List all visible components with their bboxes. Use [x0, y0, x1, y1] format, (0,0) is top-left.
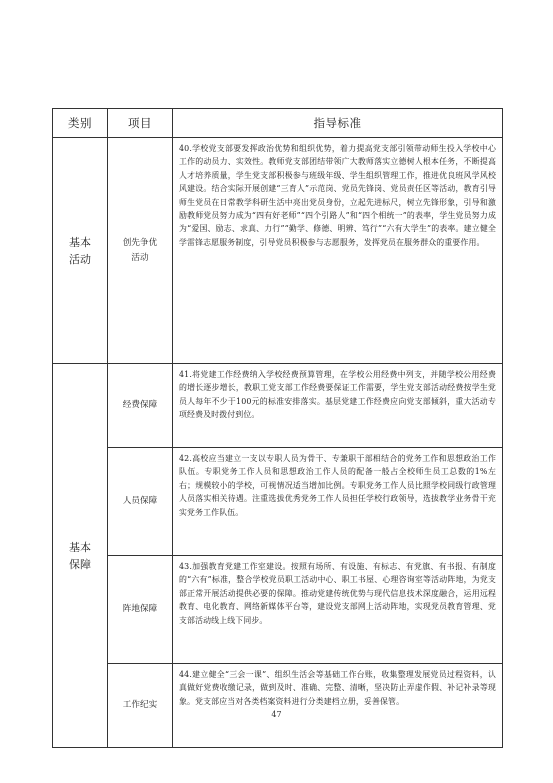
item-cell [108, 364, 173, 448]
table-header-row [53, 109, 503, 138]
category-label: 基本 活动 [69, 235, 91, 266]
page-number: 47 [271, 710, 282, 719]
item-label: 经费保障 [122, 400, 158, 410]
item-label: 创先争优 活动 [122, 237, 158, 263]
item-label: 工作纪实 [122, 700, 158, 710]
item-cell [108, 448, 173, 556]
header-standard: 指导标准 [173, 109, 503, 138]
table-row [53, 448, 503, 556]
item-label: 阵地保障 [122, 604, 158, 614]
header-item: 项目 [108, 109, 173, 138]
table-row [53, 556, 503, 664]
item-cell [108, 138, 173, 364]
standard-cell: 44.建立健全“三会一课”、组织生活会等基础工作台账，收集整理发展党员过程资料，认真做好党费收缴记录，做到及时、准确、完整、清晰，坚决防止弄虚作假、补记补录等现象。党支部应当对各类档案资料进行分类建档立册，妥善保管。 [173, 664, 503, 748]
standard-cell: 41.将党建工作经费纳入学校经费预算管理，在学校公用经费中列支，并随学校公用经费的增长逐步增长，教职工党支部工作经费要保证工作需要，学生党支部活动经费按学生党员人每年不少于100元的标准安排落实。基层党建工作经费应向党支部倾斜，重大活动专项经费及时拨付到位。 [173, 364, 503, 448]
item-cell [108, 556, 173, 664]
table-row [53, 138, 503, 364]
table-row [53, 664, 503, 748]
header-category: 类别 [53, 109, 108, 138]
item-label: 人员保障 [122, 496, 158, 506]
standard-cell: 40.学校党支部要发挥政治优势和组织优势，着力提高党支部引领带动师生投入学校中心工作的动员力、实效性。教师党支部团结带领广大教师落实立德树人根本任务，不断提高人才培养质量，学生党支部积极参与班级年级、学生组织管理工作，推进优良班风学风校风建设。结合实际开展创建“三育人”示范岗、党员先锋岗、党员责任区等活动，教育引导师生党员在日常教学科研生活中亮出党员身份，立起先进标尺，树立先锋形象，引导和激励教师党员努力成为“四有好老师”“四个引路人”和“四个相统一”的表率，学生党员努力成为“爱国、励志、求真、力行”“勤学、修德、明辨、笃行”“六有大学生”的表率。建立健全学雷锋志愿服务制度，引导党员积极参与志愿服务，发挥党员在服务群众的重要作用。 [173, 138, 503, 364]
item-cell [108, 664, 173, 748]
category-cell-basic-activities [53, 138, 108, 364]
table-row [53, 364, 503, 448]
category-cell-basic-guarantee [53, 364, 108, 748]
standard-cell: 42.高校应当建立一支以专职人员为骨干、专兼职干部相结合的党务工作和思想政治工作队伍。专职党务工作人员和思想政治工作人员的配备一般占全校师生员工总数的1%左右；规模较小的学校，可视情况适当增加比例。专职党务工作人员比照学校同级行政管理人员落实相关待遇。注重选拔优秀党务工作人员担任学校行政领导，选拔教学业务骨干充实党务工作队伍。 [173, 448, 503, 556]
category-label: 基本 保障 [69, 540, 91, 571]
standard-cell: 43.加强教育党建工作室建设。按照有场所、有设施、有标志、有党旗、有书报、有制度的“六有”标准，整合学校党员职工活动中心、职工书屋、心理咨询室等活动阵地，为党支部正常开展活动提供必要的保障。推动党建传统优势与现代信息技术深度融合，运用远程教育、电化教育、网络新媒体平台等，建设党支部网上活动阵地，实现党员教育管理、党支部活动线上线下同步。 [173, 556, 503, 664]
guideline-table [52, 108, 503, 748]
